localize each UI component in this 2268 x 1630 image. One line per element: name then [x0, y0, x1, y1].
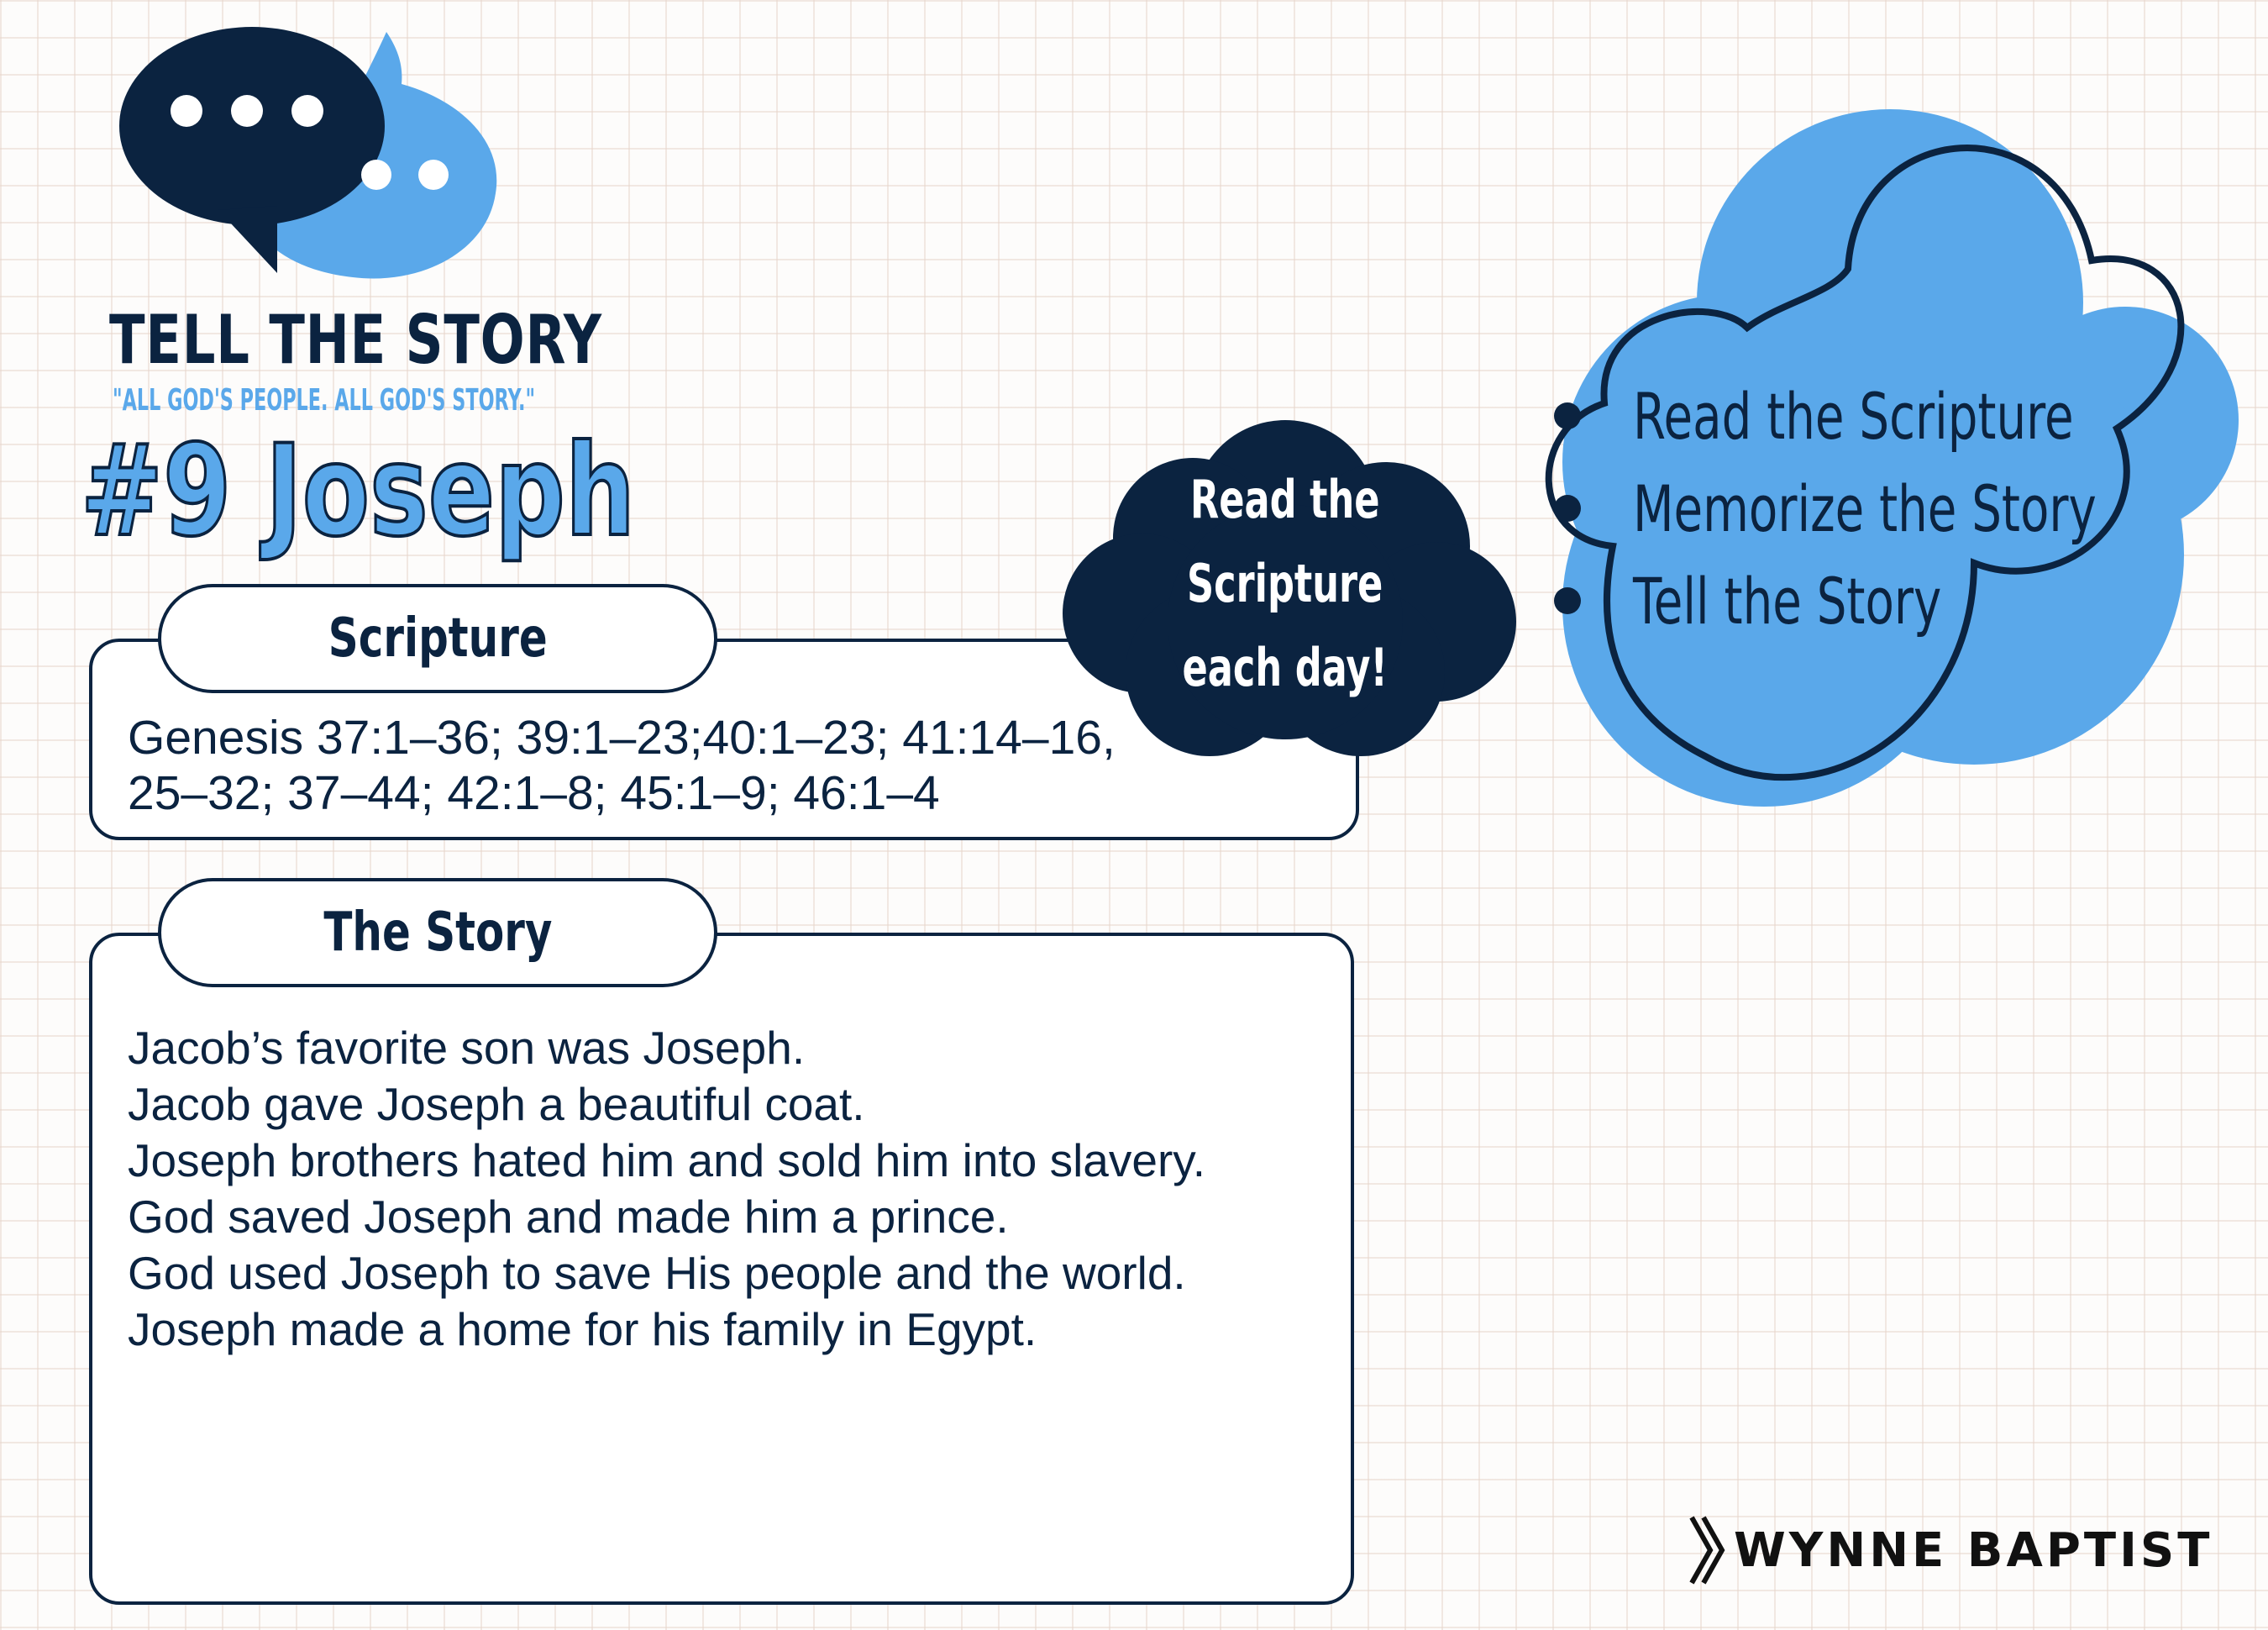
- list-item: God used Joseph to save His people and the world.: [128, 1247, 1186, 1299]
- scripture-heading-pill: [158, 584, 717, 693]
- bullet-icon: [1554, 402, 1581, 429]
- step-label: Memorize the Story: [1633, 471, 2097, 546]
- scripture-heading: Scripture: [328, 607, 548, 670]
- badge-line: Read the: [1190, 469, 1380, 530]
- badge-line: Scripture: [1187, 553, 1383, 614]
- lesson-title: #9 Joseph: [81, 418, 636, 565]
- chevron-mark-icon: [1688, 1512, 1729, 1588]
- list-item: Jacob gave Joseph a beautiful coat.: [128, 1078, 865, 1130]
- church-logo: [1688, 1512, 2213, 1588]
- list-item: [1554, 555, 2260, 647]
- list-item: Joseph made a home for his family in Egypt.: [128, 1303, 1037, 1355]
- badge-text: [1092, 458, 1478, 710]
- step-label: Read the Scripture: [1633, 378, 2074, 454]
- list-item: [1554, 462, 2260, 555]
- scripture-line: Genesis 37:1–36; 39:1–23;40:1–23; 41:14–16,: [128, 711, 1116, 765]
- story-heading-pill: [158, 878, 717, 987]
- story-lines: [128, 1020, 1388, 1358]
- scripture-line: 25–32; 37–44; 42:1–8; 45:1–9; 46:1–4: [128, 766, 940, 820]
- list-item: Joseph brothers hated him and sold him into slavery.: [128, 1134, 1205, 1186]
- bullet-icon: [1554, 587, 1581, 614]
- story-heading: The Story: [323, 902, 553, 964]
- list-item: Jacob’s favorite son was Joseph.: [128, 1022, 806, 1074]
- brand-title: TELL THE STORY: [109, 301, 602, 379]
- speech-bubbles-icon: [109, 17, 512, 286]
- church-name: WYNNE BAPTIST: [1734, 1522, 2213, 1578]
- list-item: [1554, 370, 2260, 462]
- brand-tagline: "ALL GOD'S PEOPLE. ALL GOD'S STORY.": [113, 383, 536, 418]
- step-label: Tell the Story: [1633, 563, 1942, 639]
- bullet-icon: [1554, 495, 1581, 522]
- steps-list: [1554, 370, 2260, 647]
- badge-line: each day!: [1182, 637, 1389, 698]
- list-item: God saved Joseph and made him a prince.: [128, 1191, 1009, 1243]
